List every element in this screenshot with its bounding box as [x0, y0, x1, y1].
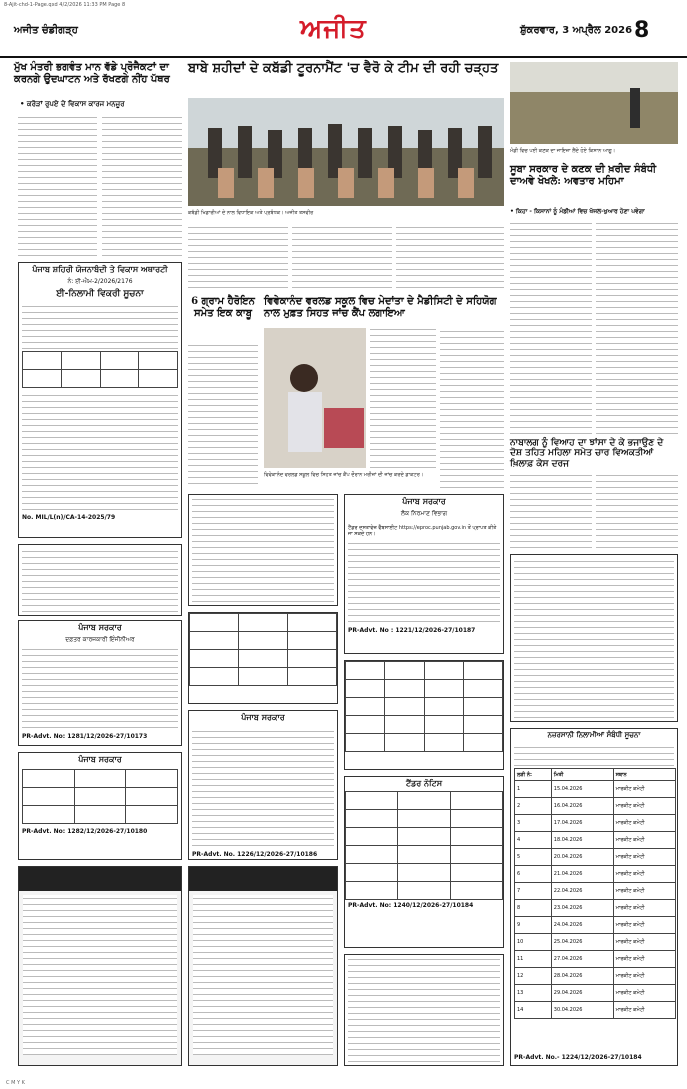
right-upper-ad — [510, 554, 678, 722]
center-govt-ad-text — [348, 540, 500, 622]
auction-table-row — [515, 883, 676, 900]
auction-table-cell: 9 — [515, 917, 552, 934]
right-upper-ad-text — [514, 558, 674, 718]
printer-slug: 8-Ajit-chd-1-Page.qxd 4/2/2026 11:33 PM Page 8 — [4, 2, 126, 8]
right-story2-body-col2 — [596, 470, 678, 548]
auction-table-cell: 8 — [515, 900, 552, 917]
left-story-body-col1 — [18, 116, 97, 256]
left-story-subhead: • ਕਰੋੜਾਂ ਰੁਪਏ ਦੇ ਵਿਕਾਸ ਕਾਰਜ ਮਨਜ਼ੂਰ — [20, 100, 125, 108]
center-right-table-grid — [345, 661, 503, 752]
auction-table-cell: 4 — [515, 832, 552, 849]
auction-table-cell: 3 — [515, 815, 552, 832]
left-govt-ad — [18, 620, 182, 746]
section-name: ਅਜੀਤ ਚੰਡੀਗੜ੍ਹ — [14, 25, 78, 36]
right-story-subhead: • ਕਿਹਾ - ਕਿਸਾਨਾਂ ਨੂੰ ਮੰਡੀਆਂ ਵਿਚ ਖੱਜਲ-ਖੁਆਰ ਹੋਣਾ ਪਵੇਗਾ — [510, 208, 645, 215]
auction-table-cell: ਮਾਰਕੀਟ ਕਮੇਟੀ — [613, 900, 675, 917]
auction-table-row — [515, 781, 676, 798]
auction-ad-title: ਨਜ਼ਰਸਾਨੀ ਨਿਲਾਮੀਆਂ ਸੰਬੰਧੀ ਸੂਚਨਾ — [547, 731, 641, 739]
left-govt-ad-footer: PR-Advt. No: 1281/12/2026-27/10173 — [22, 733, 148, 740]
auction-table-cell: 29.04.2026 — [551, 985, 613, 1002]
tender-notice-grid — [345, 791, 503, 900]
university-ad-2-text — [193, 895, 333, 1055]
bottom-left-ad — [18, 752, 182, 860]
university-ad-2-banner — [189, 867, 337, 891]
auction-table-cell: 24.04.2026 — [551, 917, 613, 934]
auction-table-cell: 1 — [515, 781, 552, 798]
lead-body-col1 — [188, 222, 288, 288]
auction-table-row — [515, 985, 676, 1002]
left-govt-ad-text — [22, 648, 178, 728]
center-left-ad — [188, 494, 338, 606]
auction-table-ad — [510, 728, 678, 1066]
housing-ad-table — [22, 351, 178, 388]
auction-header-cell: ਸਥਾਨ — [613, 769, 675, 781]
auction-table-row — [515, 934, 676, 951]
center-govt-ad-subtitle: ਲੋਕ ਨਿਰਮਾਣ ਵਿਭਾਗ — [400, 510, 448, 517]
left-govt-ad-title: ਪੰਜਾਬ ਸਰਕਾਰ — [78, 623, 122, 632]
auction-table-cell: ਮਾਰਕੀਟ ਕਮੇਟੀ — [613, 832, 675, 849]
tender-notice-footer: PR-Advt. No: 1240/12/2026-27/10184 — [348, 902, 474, 909]
lead-body-col2 — [292, 222, 392, 288]
auction-table-cell: 18.04.2026 — [551, 832, 613, 849]
bottom-left-ad-table — [22, 769, 178, 824]
center-left-ad-text — [192, 498, 334, 602]
lead-photo — [188, 98, 504, 206]
auction-table-cell: 23.04.2026 — [551, 900, 613, 917]
auction-table-cell: ਮਾਰਕੀਟ ਕਮੇਟੀ — [613, 951, 675, 968]
auction-table-cell: 7 — [515, 883, 552, 900]
housing-ad-title: ਪੰਜਾਬ ਸ਼ਹਿਰੀ ਯੋਜਨਾਬੰਦੀ ਤੇ ਵਿਕਾਸ ਅਥਾਰਟੀ — [32, 265, 168, 274]
center-lower-ad-title: ਪੰਜਾਬ ਸਰਕਾਰ — [241, 713, 285, 722]
auction-table-cell: ਮਾਰਕੀਟ ਕਮੇਟੀ — [613, 934, 675, 951]
registration-marks: C M Y K — [6, 1080, 25, 1086]
auction-table-cell: 30.04.2026 — [551, 1002, 613, 1019]
right-story-body-col2 — [596, 222, 678, 434]
housing-ad-text — [22, 303, 178, 349]
university-ad-text — [23, 895, 177, 1055]
lead-photo-caption: ਕਬੱਡੀ ਖਿਡਾਰੀਆਂ ਦੇ ਨਾਲ ਵਿਧਾਇਕ ਅਤੇ ਪ੍ਰਬੰਧਕ। ਅਜੀਤ ਤਸਵੀਰ — [188, 210, 314, 216]
housing-ad-terms — [22, 390, 178, 510]
university-ad-banner — [19, 867, 181, 891]
right-story-photo — [510, 62, 678, 144]
right-story-headline: ਸੂਬਾ ਸਰਕਾਰ ਦੇ ਕਣਕ ਦੀ ਖ਼ਰੀਦ ਸੰਬੰਧੀ ਦਾਅਵੇ ਖੋਖਲੇ: ਅਵਤਾਰ ਮਹਿਮਾ — [510, 164, 657, 187]
mid-story-caption: ਵਿਵੇਕਾਨੰਦ ਵਰਲਡ ਸਕੂਲ ਵਿਚ ਸਿਹਤ ਜਾਂਚ ਕੈਂਪ ਦੌਰਾਨ ਮਰੀਜ਼ਾਂ ਦੀ ਜਾਂਚ ਕਰਦੇ ਡਾਕਟਰ। — [264, 472, 424, 478]
auction-table-cell: 16.04.2026 — [551, 798, 613, 815]
auction-table-row — [515, 832, 676, 849]
auction-table-cell: ਮਾਰਕੀਟ ਕਮੇਟੀ — [613, 815, 675, 832]
auction-table-cell: 21.04.2026 — [551, 866, 613, 883]
auction-table-cell: ਮਾਰਕੀਟ ਕਮੇਟੀ — [613, 968, 675, 985]
housing-auction-ad — [18, 262, 182, 538]
auction-ad-footer: PR-Advt. No.- 1224/12/2026-27/10184 — [514, 1054, 642, 1061]
housing-ad-ref: ਨੰ: ਈ-ਐਮ-2/2026/2176 — [67, 278, 133, 285]
mid-story-photo-image — [264, 328, 366, 468]
center-table-ad-grid — [189, 613, 337, 686]
auction-table-cell: 14 — [515, 1002, 552, 1019]
auction-header-cell: ਮਿਤੀ — [551, 769, 613, 781]
mid-story-body-col1 — [370, 328, 436, 468]
bottom-left-ad-title: ਪੰਜਾਬ ਸਰਕਾਰ — [78, 755, 122, 764]
page-number: 8 — [634, 18, 650, 43]
center-govt-ad — [344, 494, 504, 654]
auction-table-cell: ਮਾਰਕੀਟ ਕਮੇਟੀ — [613, 1002, 675, 1019]
issue-date: ਸ਼ੁੱਕਰਵਾਰ, 3 ਅਪ੍ਰੈਲ 2026 — [520, 25, 633, 36]
auction-table-cell: 20.04.2026 — [551, 849, 613, 866]
small-story-headline: 6 ਗ੍ਰਾਮ ਹੈਰੋਇਨ ਸਮੇਤ ਇਕ ਕਾਬੂ — [191, 296, 255, 319]
auction-table-cell: ਮਾਰਕੀਟ ਕਮੇਟੀ — [613, 883, 675, 900]
auction-table-row — [515, 849, 676, 866]
auction-table-row — [515, 866, 676, 883]
auction-table-cell: 2 — [515, 798, 552, 815]
auction-table-cell: 28.04.2026 — [551, 968, 613, 985]
auction-table-cell: 11 — [515, 951, 552, 968]
center-lower-ad-footer: PR-Advt. No. 1226/12/2026-27/10186 — [192, 851, 318, 858]
right-story-caption: ਮੰਡੀ ਵਿਚ ਪਈ ਕਣਕ ਦਾ ਜਾਇਜ਼ਾ ਲੈਂਦੇ ਹੋਏ ਕਿਸਾਨ ਆਗੂ। — [510, 148, 616, 154]
auction-table-cell: 12 — [515, 968, 552, 985]
auction-table-cell: ਮਾਰਕੀਟ ਕਮੇਟੀ — [613, 985, 675, 1002]
auction-table-row — [515, 798, 676, 815]
auction-table-header — [515, 769, 676, 781]
small-story-body — [188, 344, 258, 484]
center-govt-ad-title: ਪੰਜਾਬ ਸਰਕਾਰ — [402, 497, 446, 506]
auction-table-cell: 13 — [515, 985, 552, 1002]
auction-table-cell: 17.04.2026 — [551, 815, 613, 832]
center-lower-ad-text — [192, 728, 334, 846]
auction-table-row — [515, 917, 676, 934]
auction-table-row — [515, 1002, 676, 1019]
auction-table-cell: ਮਾਰਕੀਟ ਕਮੇਟੀ — [613, 798, 675, 815]
lead-headline: ਬਾਬੇ ਸ਼ਹੀਦਾਂ ਦੇ ਕਬੱਡੀ ਟੂਰਨਾਮੈਂਟ 'ਚ ਵੈਰੋ ਕੇ ਟੀਮ ਦੀ ਰਹੀ ਚੜ੍ਹਤ — [188, 61, 499, 76]
lead-photo-image — [188, 98, 504, 206]
auction-table-row — [515, 968, 676, 985]
left-govt-ad-subtitle: ਦਫ਼ਤਰ ਕਾਰਜਕਾਰੀ ਇੰਜੀਨੀਅਰ — [65, 636, 135, 643]
auction-table — [514, 768, 676, 1019]
auction-table-row — [515, 815, 676, 832]
bottom-center-ad — [344, 954, 504, 1066]
mid-story-headline: ਵਿਵੇਕਾਨੰਦ ਵਰਲਡ ਸਕੂਲ ਵਿਚ ਮੇਦਾਂਤਾ ਦੇ ਮੈਡੀਸਿਟੀ ਦੇ ਸਹਿਯੋਗ ਨਾਲ ਮੁਫ਼ਤ ਸਿਹਤ ਜਾਂਚ ਕੈਂਪ ਲਗਾਇਆ — [264, 296, 497, 319]
housing-ad-footer: No. MIL/L(n)/CA-14-2025/79 — [22, 514, 116, 521]
auction-table-cell: ਮਾਰਕੀਟ ਕਮੇਟੀ — [613, 866, 675, 883]
left-tender-ad — [18, 544, 182, 616]
auction-table-cell: 5 — [515, 849, 552, 866]
auction-table-cell: 25.04.2026 — [551, 934, 613, 951]
auction-table-cell: ਮਾਰਕੀਟ ਕਮੇਟੀ — [613, 849, 675, 866]
left-story-headline: ਮੁੱਖ ਮੰਤਰੀ ਭਗਵੰਤ ਮਾਨ ਵੱਡੇ ਪ੍ਰੋਜੈਕਟਾਂ ਦਾ ਕਰਨਗੇ ਉਦਘਾਟਨ ਅਤੇ ਰੱਖਣਗੇ ਨੀਂਹ ਪੱਥਰ — [14, 62, 170, 85]
auction-table-cell: 27.04.2026 — [551, 951, 613, 968]
left-story-body-col2 — [102, 116, 182, 256]
auction-ad-intro — [514, 744, 674, 766]
right-story2-headline: ਨਾਬਾਲਗ ਨੂੰ ਵਿਆਹ ਦਾ ਝਾਂਸਾ ਦੇ ਕੇ ਭਜਾਉਣ ਦੇ ਦੋਸ਼ ਤਹਿਤ ਮਹਿਲਾ ਸਮੇਤ ਚਾਰ ਵਿਅਕਤੀਆਂ ਖ਼ਿਲਾਫ਼ ਕੇਸ ਦਰਜ — [510, 438, 664, 469]
bottom-left-ad-footer: PR-Advt. No: 1282/12/2026-27/10180 — [22, 828, 148, 835]
auction-table-cell: ਮਾਰਕੀਟ ਕਮੇਟੀ — [613, 917, 675, 934]
center-lower-govt-ad — [188, 710, 338, 860]
mid-story-photo — [264, 328, 366, 468]
masthead — [0, 12, 687, 58]
housing-ad-subtitle: ਈ-ਨਿਲਾਮੀ ਵਿਕਰੀ ਸੂਚਨਾ — [56, 289, 144, 299]
right-story2-body-col1 — [510, 470, 592, 548]
tender-notice-title: ਟੈਂਡਰ ਨੋਟਿਸ — [405, 779, 443, 788]
auction-table-cell: 10 — [515, 934, 552, 951]
left-tender-ad-text — [22, 548, 178, 612]
mid-story-body-col2 — [440, 328, 504, 488]
center-govt-ad-body: ਟੈਂਡਰ ਦਸਤਾਵੇਜ਼ ਵੈੱਬਸਾਈਟ https://eproc.punjab.gov.in ਤੋਂ ਪ੍ਰਾਪਤ ਕੀਤੇ ਜਾ ਸਕਦੇ ਹਨ। — [348, 525, 497, 537]
center-govt-ad-footer: PR-Advt. No : 1221/12/2026-27/10187 — [348, 627, 476, 634]
auction-table-cell: 22.04.2026 — [551, 883, 613, 900]
auction-table-cell: ਮਾਰਕੀਟ ਕਮੇਟੀ — [613, 781, 675, 798]
center-table-ad — [188, 612, 338, 704]
auction-header-cell: ਲੜੀ ਨੰ: — [515, 769, 552, 781]
center-right-table-ad — [344, 660, 504, 770]
auction-table-row — [515, 951, 676, 968]
newspaper-logo: ਅਜੀਤ — [300, 14, 367, 44]
tender-notice-ad — [344, 776, 504, 948]
lead-body-col3 — [396, 222, 504, 288]
bottom-center-ad-text — [348, 958, 500, 1062]
right-story-photo-image — [510, 62, 678, 144]
auction-table-cell: 15.04.2026 — [551, 781, 613, 798]
auction-table-cell: 6 — [515, 866, 552, 883]
university-ad-2 — [188, 866, 338, 1066]
auction-table-row — [515, 900, 676, 917]
university-ad — [18, 866, 182, 1066]
right-story-body-col1 — [510, 222, 592, 434]
